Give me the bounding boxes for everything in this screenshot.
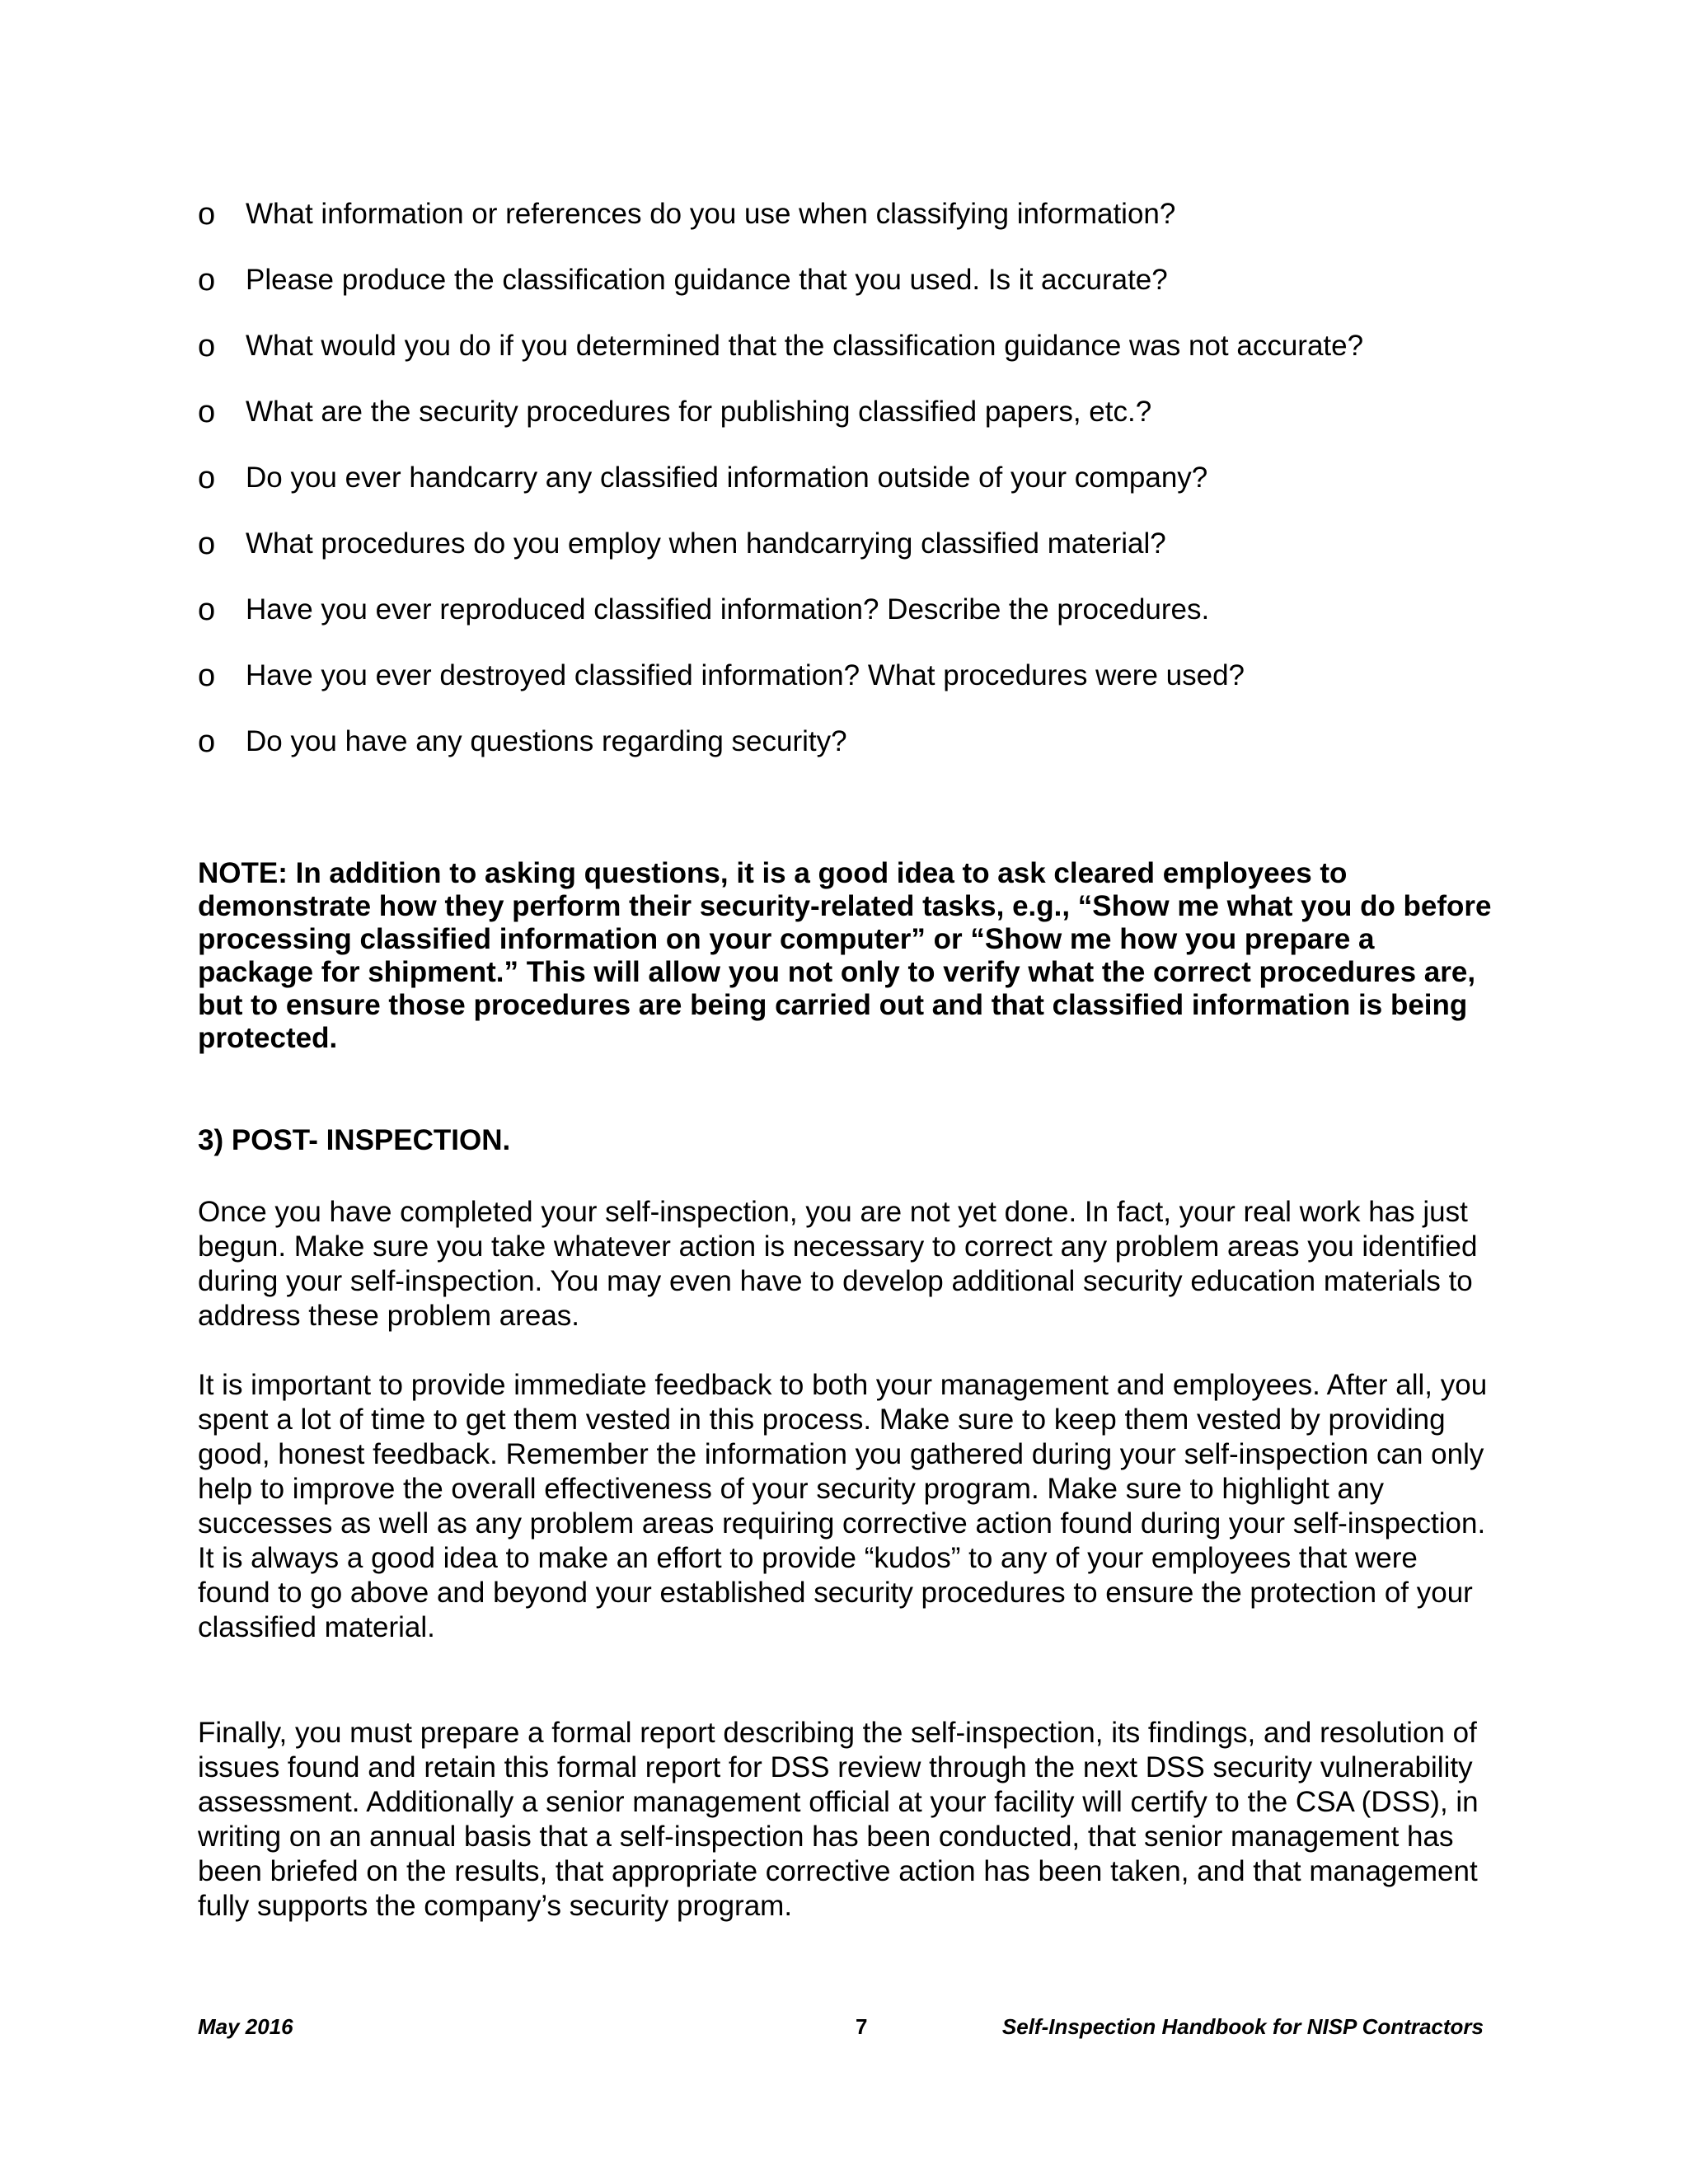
- body-paragraph: Finally, you must prepare a formal report describing the self-inspection, its findings, and resolution of issues found and retain this formal report for DSS review through the next DSS security vulnerability assessment. Additionally a senior management official at your facility will certify to the CSA (DSS), in writing on an annual basis that a self-inspection has been conducted, that senior management has been briefed on the results, that appropriate corrective action has been taken, and that management fully supports the company’s security program.: [198, 1717, 1479, 1922]
- bullet-marker: o: [198, 461, 216, 495]
- bullet-marker: o: [198, 527, 216, 561]
- bullet-marker: o: [198, 593, 216, 627]
- list-item: [198, 719, 1484, 785]
- list-item: [198, 521, 1484, 587]
- list-item-text: What procedures do you employ when handcarrying classified material?: [246, 527, 1166, 560]
- list-item: [198, 587, 1484, 653]
- list-item: [198, 257, 1484, 323]
- bullet-marker: o: [198, 197, 216, 232]
- list-item-text: What would you do if you determined that the classification guidance was not accurate?: [246, 330, 1364, 362]
- list-item: [198, 653, 1484, 719]
- list-item-text: Do you have any questions regarding security?: [246, 725, 847, 757]
- footer-date: May 2016: [198, 2014, 293, 2039]
- list-item-text: Have you ever reproduced classified information? Describe the procedures.: [246, 593, 1210, 626]
- section-heading: 3) POST- INSPECTION.: [198, 1124, 511, 1156]
- list-item-text: Do you ever handcarry any classified information outside of your company?: [246, 462, 1208, 494]
- list-item-text: What information or references do you use when classifying information?: [246, 198, 1176, 230]
- list-item: [198, 323, 1484, 389]
- question-list: [198, 191, 1484, 785]
- list-item-text: Please produce the classification guidance that you used. Is it accurate?: [246, 264, 1168, 296]
- list-item: [198, 389, 1484, 455]
- bullet-marker: o: [198, 263, 216, 298]
- note-paragraph: NOTE: In addition to asking questions, it is a good idea to ask cleared employees to demonstrate how they perform their security-related tasks, e.g., “Show me what you do before processing classified information on your computer” or “Show me how you prepare a package for shipment.” This will allow you not only to verify what the correct procedures are, but to ensure those procedures are being carried out and that classified information is being protected.: [198, 857, 1492, 1054]
- page-number: 7: [856, 2014, 868, 2039]
- list-item: [198, 191, 1484, 257]
- page-footer: [198, 2013, 1484, 2041]
- list-item: [198, 455, 1484, 521]
- body-paragraph: Once you have completed your self-inspection, you are not yet done. In fact, your real work has just begun. Make sure you take whatever action is necessary to correct any problem areas you identified during your self-inspection. You may even have to develop additional security education materials to address these problem areas.: [198, 1196, 1478, 1332]
- bullet-marker: o: [198, 724, 216, 759]
- body-paragraph: It is important to provide immediate feedback to both your management and employees. After all, you spent a lot of time to get them vested in this process. Make sure to keep them vested by providing good, honest feedback. Remember the information you gathered during your self-inspection can only help to improve the overall effectiveness of your security program. Make sure to highlight any successes as well as any problem areas requiring corrective action found during your self-inspection. It is always a good idea to make an effort to provide “kudos” to any of your employees that were found to go above and beyond your established security procedures to ensure the protection of your classified material.: [198, 1369, 1488, 1643]
- footer-document-title: Self-Inspection Handbook for NISP Contractors: [1001, 2014, 1484, 2039]
- list-item-text: Have you ever destroyed classified information? What procedures were used?: [246, 659, 1245, 691]
- bullet-marker: o: [198, 395, 216, 429]
- bullet-marker: o: [198, 658, 216, 693]
- bullet-marker: o: [198, 329, 216, 363]
- list-item-text: What are the security procedures for publishing classified papers, etc.?: [246, 396, 1152, 428]
